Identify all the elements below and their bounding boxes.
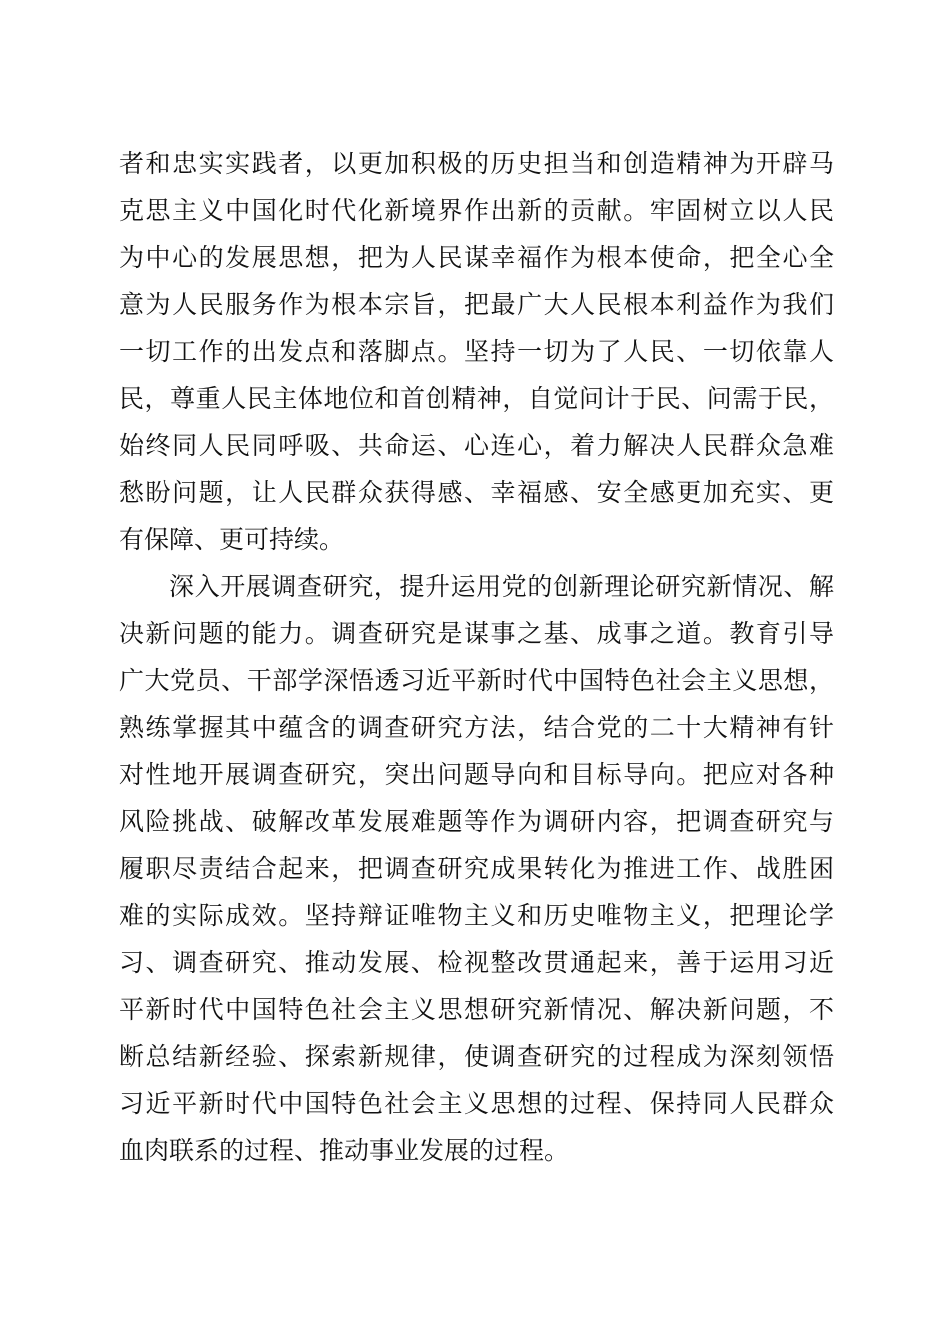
document-body — [119, 140, 834, 1174]
text-line: 广大党员、干部学深悟透习近平新时代中国特色社会主义思想， — [119, 666, 834, 695]
text-line: 为中心的发展思想，把为人民谋幸福作为根本使命，把全心全 — [119, 243, 834, 272]
text-line: 者和忠实实践者，以更加积极的历史担当和创造精神为开辟马 — [119, 149, 834, 178]
text-line: 风险挑战、破解改革发展难题等作为调研内容，把调查研究与 — [119, 807, 834, 836]
text-line: 有保障、更可持续。 — [119, 525, 345, 554]
text-line: 民，尊重人民主体地位和首创精神，自觉问计于民、问需于民， — [119, 384, 834, 413]
paragraph-2 — [119, 563, 834, 1174]
text-line: 难的实际成效。坚持辩证唯物主义和历史唯物主义，把理论学 — [119, 901, 834, 930]
text-line: 始终同人民同呼吸、共命运、心连心，着力解决人民群众急难 — [119, 431, 834, 460]
paragraph-1 — [119, 140, 834, 563]
text-line: 决新问题的能力。调查研究是谋事之基、成事之道。教育引导 — [119, 619, 834, 648]
text-line: 血肉联系的过程、推动事业发展的过程。 — [119, 1136, 570, 1165]
text-line: 履职尽责结合起来，把调查研究成果转化为推进工作、战胜困 — [119, 854, 834, 883]
text-line: 习近平新时代中国特色社会主义思想的过程、保持同人民群众 — [119, 1089, 834, 1118]
text-line: 克思主义中国化时代化新境界作出新的贡献。牢固树立以人民 — [119, 196, 834, 225]
text-line: 平新时代中国特色社会主义思想研究新情况、解决新问题，不 — [119, 995, 834, 1024]
text-line: 习、调查研究、推动发展、检视整改贯通起来，善于运用习近 — [119, 948, 834, 977]
text-line: 愁盼问题，让人民群众获得感、幸福感、安全感更加充实、更 — [119, 478, 834, 507]
text-line: 断总结新经验、探索新规律，使调查研究的过程成为深刻领悟 — [119, 1042, 834, 1071]
text-line: 意为人民服务作为根本宗旨，把最广大人民根本利益作为我们 — [119, 290, 834, 319]
text-line: 熟练掌握其中蕴含的调查研究方法，结合党的二十大精神有针 — [119, 713, 834, 742]
text-line: 对性地开展调查研究，突出问题导向和目标导向。把应对各种 — [119, 760, 834, 789]
text-line: 一切工作的出发点和落脚点。坚持一切为了人民、一切依靠人 — [119, 337, 834, 366]
text-line: 深入开展调查研究，提升运用党的创新理论研究新情况、解 — [169, 572, 834, 601]
